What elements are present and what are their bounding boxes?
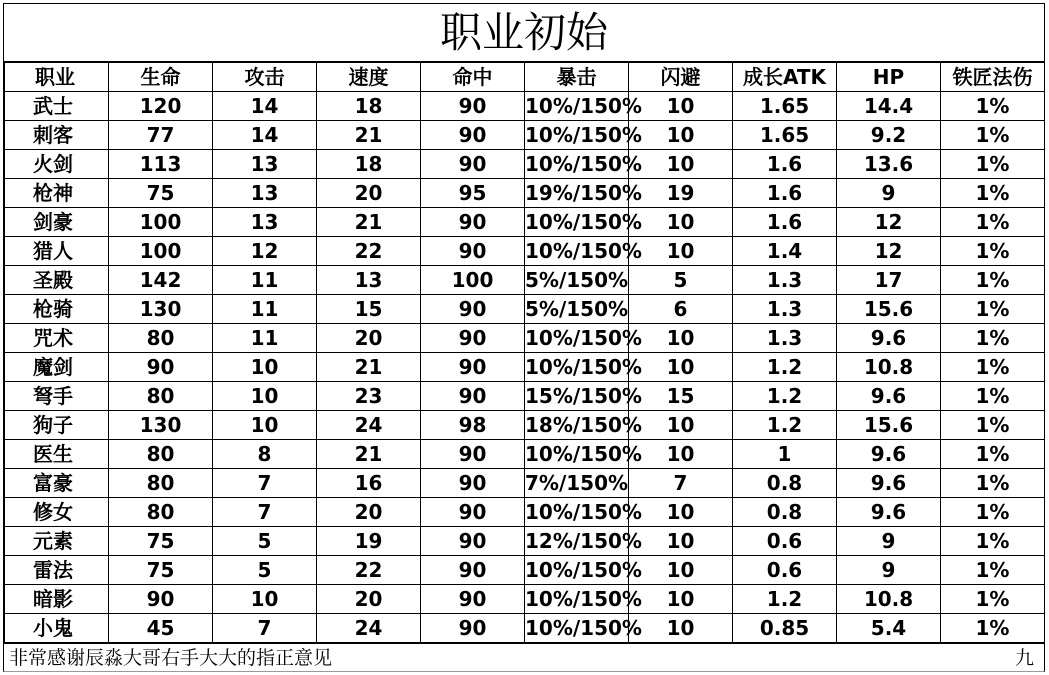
- table-cell: 1%: [941, 614, 1045, 643]
- table-cell: 1%: [941, 585, 1045, 614]
- table-cell: 1%: [941, 469, 1045, 498]
- table-row: [5, 556, 1045, 585]
- table-cell: 45: [109, 614, 213, 643]
- table-cell: 1%: [941, 353, 1045, 382]
- table-cell: 90: [421, 237, 525, 266]
- table-cell: 9: [837, 527, 941, 556]
- table-cell: 7: [213, 498, 317, 527]
- table-cell: 9.6: [837, 469, 941, 498]
- table-cell: 10.8: [837, 585, 941, 614]
- column-header: 速度: [317, 63, 421, 92]
- table-cell: 1%: [941, 266, 1045, 295]
- table-cell: 12: [837, 208, 941, 237]
- stats-table: [4, 62, 1045, 643]
- table-cell: 21: [317, 121, 421, 150]
- table-cell: 90: [421, 614, 525, 643]
- table-cell: 75: [109, 527, 213, 556]
- table-cell: 19: [629, 179, 733, 208]
- table-cell: 10%/150%: [525, 237, 629, 266]
- table-cell: 120: [109, 92, 213, 121]
- table-cell: 1%: [941, 440, 1045, 469]
- table-cell: 9.6: [837, 440, 941, 469]
- table-cell: 10: [629, 527, 733, 556]
- table-cell: 90: [421, 92, 525, 121]
- table-cell: 17: [837, 266, 941, 295]
- table-row: [5, 237, 1045, 266]
- table-cell: 9.6: [837, 382, 941, 411]
- table-cell: 19: [317, 527, 421, 556]
- class-name-cell: 富豪: [5, 469, 109, 498]
- table-cell: 10: [629, 353, 733, 382]
- table-cell: 10: [629, 498, 733, 527]
- table-cell: 90: [421, 527, 525, 556]
- table-cell: 75: [109, 179, 213, 208]
- class-name-cell: 火剑: [5, 150, 109, 179]
- class-name-cell: 弩手: [5, 382, 109, 411]
- table-cell: 12: [213, 237, 317, 266]
- class-name-cell: 猎人: [5, 237, 109, 266]
- table-cell: 90: [421, 469, 525, 498]
- table-cell: 1%: [941, 556, 1045, 585]
- table-cell: 1.6: [733, 150, 837, 179]
- table-row: [5, 92, 1045, 121]
- table-row: [5, 585, 1045, 614]
- table-cell: 22: [317, 237, 421, 266]
- table-cell: 1%: [941, 324, 1045, 353]
- table-cell: 77: [109, 121, 213, 150]
- table-cell: 1.2: [733, 353, 837, 382]
- table-cell: 100: [421, 266, 525, 295]
- table-cell: 9.6: [837, 324, 941, 353]
- sheet-title: 职业初始: [4, 3, 1044, 62]
- table-cell: 90: [421, 382, 525, 411]
- table-row: [5, 527, 1045, 556]
- table-cell: 21: [317, 208, 421, 237]
- table-cell: 1.2: [733, 382, 837, 411]
- table-cell: 0.85: [733, 614, 837, 643]
- table-cell: 10: [629, 121, 733, 150]
- table-cell: 16: [317, 469, 421, 498]
- class-name-cell: 魔剑: [5, 353, 109, 382]
- table-row: [5, 382, 1045, 411]
- table-row: [5, 266, 1045, 295]
- column-header: HP: [837, 63, 941, 92]
- table-cell: 1%: [941, 498, 1045, 527]
- table-cell: 15.6: [837, 411, 941, 440]
- table-cell: 1.6: [733, 179, 837, 208]
- table-cell: 9.2: [837, 121, 941, 150]
- table-cell: 8: [213, 440, 317, 469]
- table-cell: 1%: [941, 121, 1045, 150]
- table-cell: 1%: [941, 411, 1045, 440]
- table-cell: 80: [109, 469, 213, 498]
- table-cell: 90: [421, 440, 525, 469]
- table-cell: 1.65: [733, 121, 837, 150]
- table-cell: 20: [317, 585, 421, 614]
- table-cell: 14: [213, 92, 317, 121]
- table-cell: 10%/150%: [525, 614, 629, 643]
- table-cell: 13: [213, 179, 317, 208]
- column-header: 职业: [5, 63, 109, 92]
- table-cell: 10: [629, 556, 733, 585]
- table-cell: 13: [317, 266, 421, 295]
- table-cell: 1: [733, 440, 837, 469]
- table-cell: 98: [421, 411, 525, 440]
- table-cell: 1%: [941, 179, 1045, 208]
- table-cell: 15.6: [837, 295, 941, 324]
- column-header: 暴击: [525, 63, 629, 92]
- class-name-cell: 雷法: [5, 556, 109, 585]
- table-cell: 7: [213, 614, 317, 643]
- footer: [4, 643, 1044, 672]
- class-name-cell: 暗影: [5, 585, 109, 614]
- table-cell: 10: [213, 382, 317, 411]
- table-cell: 5: [213, 556, 317, 585]
- table-cell: 1%: [941, 237, 1045, 266]
- table-cell: 0.8: [733, 498, 837, 527]
- table-cell: 14: [213, 121, 317, 150]
- table-cell: 0.6: [733, 556, 837, 585]
- table-cell: 10: [629, 92, 733, 121]
- table-row: [5, 295, 1045, 324]
- class-name-cell: 小鬼: [5, 614, 109, 643]
- class-name-cell: 武士: [5, 92, 109, 121]
- table-cell: 24: [317, 614, 421, 643]
- table-cell: 10.8: [837, 353, 941, 382]
- class-name-cell: 枪骑: [5, 295, 109, 324]
- table-cell: 10%/150%: [525, 556, 629, 585]
- table-cell: 5%/150%: [525, 266, 629, 295]
- table-cell: 1%: [941, 527, 1045, 556]
- table-cell: 90: [421, 353, 525, 382]
- table-cell: 11: [213, 324, 317, 353]
- table-cell: 10: [629, 237, 733, 266]
- table-cell: 142: [109, 266, 213, 295]
- table-cell: 90: [421, 208, 525, 237]
- table-cell: 80: [109, 324, 213, 353]
- table-cell: 90: [109, 585, 213, 614]
- table-cell: 6: [629, 295, 733, 324]
- table-row: [5, 498, 1045, 527]
- table-cell: 1%: [941, 295, 1045, 324]
- class-name-cell: 刺客: [5, 121, 109, 150]
- table-cell: 90: [421, 121, 525, 150]
- table-cell: 10%/150%: [525, 121, 629, 150]
- table-cell: 1.2: [733, 585, 837, 614]
- table-cell: 11: [213, 266, 317, 295]
- table-cell: 10: [629, 614, 733, 643]
- table-cell: 5: [213, 527, 317, 556]
- class-name-cell: 修女: [5, 498, 109, 527]
- table-cell: 18%/150%: [525, 411, 629, 440]
- table-cell: 5%/150%: [525, 295, 629, 324]
- class-name-cell: 医生: [5, 440, 109, 469]
- class-name-cell: 狗子: [5, 411, 109, 440]
- table-cell: 1.3: [733, 324, 837, 353]
- table-row: [5, 614, 1045, 643]
- table-cell: 5: [629, 266, 733, 295]
- table-cell: 80: [109, 440, 213, 469]
- column-header: 闪避: [629, 63, 733, 92]
- table-cell: 12: [837, 237, 941, 266]
- table-row: [5, 440, 1045, 469]
- table-cell: 90: [421, 295, 525, 324]
- table-cell: 90: [421, 585, 525, 614]
- table-cell: 90: [421, 556, 525, 585]
- table-cell: 10%/150%: [525, 353, 629, 382]
- table-cell: 10: [629, 324, 733, 353]
- table-cell: 1.3: [733, 266, 837, 295]
- table-cell: 90: [421, 150, 525, 179]
- class-name-cell: 枪神: [5, 179, 109, 208]
- table-cell: 0.8: [733, 469, 837, 498]
- header-row: [5, 63, 1045, 92]
- table-cell: 21: [317, 353, 421, 382]
- table-cell: 7: [213, 469, 317, 498]
- column-header: 铁匠法伤: [941, 63, 1045, 92]
- column-header: 生命: [109, 63, 213, 92]
- table-cell: 9: [837, 179, 941, 208]
- table-cell: 10: [629, 585, 733, 614]
- table-row: [5, 150, 1045, 179]
- table-cell: 20: [317, 498, 421, 527]
- footer-mark: 九: [1014, 647, 1034, 669]
- column-header: 命中: [421, 63, 525, 92]
- table-cell: 18: [317, 150, 421, 179]
- table-cell: 13.6: [837, 150, 941, 179]
- table-cell: 10: [629, 150, 733, 179]
- table-cell: 90: [109, 353, 213, 382]
- table-cell: 24: [317, 411, 421, 440]
- table-cell: 15: [629, 382, 733, 411]
- table-cell: 20: [317, 179, 421, 208]
- spreadsheet: [3, 3, 1045, 672]
- table-cell: 1%: [941, 92, 1045, 121]
- table-cell: 10: [213, 585, 317, 614]
- table-cell: 10%/150%: [525, 150, 629, 179]
- table-cell: 10: [629, 440, 733, 469]
- table-cell: 10%/150%: [525, 498, 629, 527]
- table-cell: 1%: [941, 382, 1045, 411]
- class-name-cell: 圣殿: [5, 266, 109, 295]
- class-name-cell: 元素: [5, 527, 109, 556]
- table-cell: 11: [213, 295, 317, 324]
- table-cell: 18: [317, 92, 421, 121]
- table-cell: 95: [421, 179, 525, 208]
- table-cell: 10%/150%: [525, 92, 629, 121]
- table-cell: 10%/150%: [525, 324, 629, 353]
- footer-note: 非常感谢辰淼大哥右手大大的指正意见: [9, 647, 333, 669]
- table-cell: 23: [317, 382, 421, 411]
- table-cell: 13: [213, 150, 317, 179]
- table-cell: 10: [629, 208, 733, 237]
- table-cell: 1.4: [733, 237, 837, 266]
- table-cell: 80: [109, 498, 213, 527]
- table-cell: 5.4: [837, 614, 941, 643]
- table-cell: 9: [837, 556, 941, 585]
- table-cell: 1%: [941, 208, 1045, 237]
- table-cell: 15: [317, 295, 421, 324]
- table-cell: 1.6: [733, 208, 837, 237]
- table-row: [5, 469, 1045, 498]
- table-cell: 7%/150%: [525, 469, 629, 498]
- table-row: [5, 411, 1045, 440]
- table-cell: 12%/150%: [525, 527, 629, 556]
- table-row: [5, 324, 1045, 353]
- table-cell: 20: [317, 324, 421, 353]
- table-cell: 10%/150%: [525, 208, 629, 237]
- table-cell: 15%/150%: [525, 382, 629, 411]
- column-header: 成长ATK: [733, 63, 837, 92]
- table-cell: 19%/150%: [525, 179, 629, 208]
- table-cell: 130: [109, 411, 213, 440]
- table-cell: 113: [109, 150, 213, 179]
- table-row: [5, 353, 1045, 382]
- table-cell: 100: [109, 208, 213, 237]
- table-cell: 10%/150%: [525, 585, 629, 614]
- table-cell: 10: [213, 353, 317, 382]
- table-row: [5, 208, 1045, 237]
- table-row: [5, 121, 1045, 150]
- table-cell: 75: [109, 556, 213, 585]
- table-cell: 14.4: [837, 92, 941, 121]
- table-cell: 80: [109, 382, 213, 411]
- table-cell: 10%/150%: [525, 440, 629, 469]
- table-cell: 1.3: [733, 295, 837, 324]
- table-cell: 10: [629, 411, 733, 440]
- column-header: 攻击: [213, 63, 317, 92]
- table-cell: 10: [213, 411, 317, 440]
- table-cell: 100: [109, 237, 213, 266]
- table-cell: 7: [629, 469, 733, 498]
- table-row: [5, 179, 1045, 208]
- table-cell: 21: [317, 440, 421, 469]
- table-cell: 90: [421, 498, 525, 527]
- class-name-cell: 咒术: [5, 324, 109, 353]
- class-name-cell: 剑豪: [5, 208, 109, 237]
- table-cell: 9.6: [837, 498, 941, 527]
- table-cell: 1%: [941, 150, 1045, 179]
- table-body: [5, 92, 1045, 643]
- table-cell: 0.6: [733, 527, 837, 556]
- table-cell: 1.65: [733, 92, 837, 121]
- table-cell: 22: [317, 556, 421, 585]
- table-cell: 1.2: [733, 411, 837, 440]
- table-cell: 13: [213, 208, 317, 237]
- table-cell: 90: [421, 324, 525, 353]
- table-cell: 130: [109, 295, 213, 324]
